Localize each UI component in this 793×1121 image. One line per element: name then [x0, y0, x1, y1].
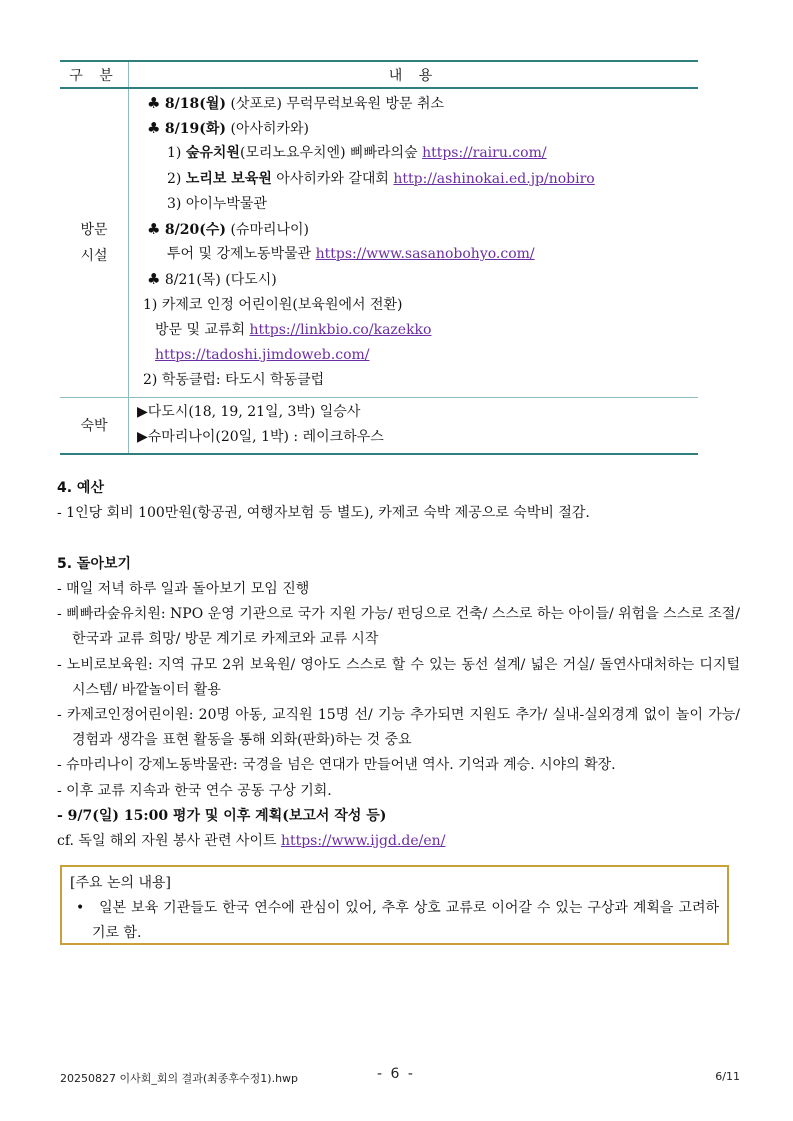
- sasanobohyo-link[interactable]: https://www.sasanobohyo.com/: [315, 246, 535, 263]
- schedule-table: [60, 60, 698, 455]
- visit-line-0820: [135, 217, 698, 242]
- visit-label-cell: [60, 88, 129, 398]
- review-item: - 매일 저녁 하루 일과 돌아보기 모임 진행: [57, 581, 310, 597]
- stay-line-tadoshi: ▶다도시(18, 19, 21일, 3박) 일승사: [137, 404, 361, 421]
- table-header-row: [60, 61, 698, 88]
- nobiro-name: 노리보 보육원: [185, 170, 272, 187]
- visit-label-line2: 시설: [80, 248, 108, 265]
- stay-content-cell: [129, 398, 699, 454]
- stay-label: 숙박: [60, 398, 129, 454]
- kazekko-link[interactable]: https://linkbio.co/kazekko: [249, 321, 432, 338]
- header-category: 구 분: [60, 61, 129, 88]
- budget-section: [57, 476, 740, 526]
- visit-line-tadoshi-link: [135, 343, 698, 368]
- discussion-box: [60, 865, 729, 945]
- club-icon: ♣: [147, 94, 161, 112]
- museum-tour-desc: 투어 및 강제노동박물관: [167, 246, 316, 263]
- club-icon: ♣: [147, 219, 161, 238]
- review-item: - 삐빠라숲유치원: NPO 운영 기관으로 국가 지원 가능/ 펀딩으로 건축/ 스스로 하는 아이들/ 위험을 스스로 조절/ 한국과 교류 희망/ 방문 계기로 카제코와 교류 시작: [57, 606, 740, 648]
- visit-0821-text: 8/21(목) (다도시): [160, 272, 277, 289]
- item-number: 2): [167, 170, 186, 187]
- table-row-stay: [60, 398, 698, 454]
- review-title: 5. 돌아보기: [57, 556, 132, 572]
- discussion-text: 일본 보육 기관들도 한국 연수에 관심이 있어, 추후 상호 교류로 이어갈 수 있는 구상과 계획을 고려하기로 함.: [92, 900, 719, 941]
- date-0818: 8/18(월): [164, 96, 227, 112]
- visit-line-0819: [135, 116, 698, 141]
- visit-line-kazekko-exchange: [135, 318, 698, 343]
- visit-line-nobiro: [135, 167, 698, 192]
- visit-line-0821: [135, 267, 698, 292]
- visit-0820-text: (슈마리나이): [226, 221, 310, 238]
- table-row-visit: [60, 88, 698, 398]
- footer-filename: 20250827 이사회_회의 결과(최종후수정1).hwp: [60, 1072, 299, 1085]
- discussion-bullet-item: [70, 896, 719, 946]
- review-item: - 카제코인정어린이원: 20명 아동, 교직원 15명 선/ 기능 추가되면 지원도 추가/ 실내-실외경계 없이 놀이 가능/ 경험과 생각을 표현 활동을 통해 외화(판화)하는 것 중요: [57, 707, 740, 749]
- visit-line-ainu-museum: 3) 아이누박물관: [167, 195, 267, 212]
- tadoshi-link[interactable]: https://tadoshi.jimdoweb.com/: [155, 346, 370, 363]
- cf-line: [57, 829, 740, 854]
- stay-line-shumarinai: ▶슈마리나이(20일, 1박) : 레이크하우스: [137, 429, 384, 446]
- ashinokai-link[interactable]: http://ashinokai.ed.jp/nobiro: [393, 170, 595, 187]
- cf-text: cf. 독일 해외 자원 봉사 관련 사이트: [57, 833, 281, 850]
- review-section: [57, 552, 740, 854]
- club-icon: ♣: [147, 270, 161, 289]
- budget-title: 4. 예산: [57, 480, 104, 496]
- forest-kindergarten-desc: (모리노요우치엔) 삐빠라의숲: [239, 145, 423, 162]
- review-item: - 이후 교류 지속과 한국 연수 공동 구상 기회.: [57, 782, 332, 799]
- ijgd-link[interactable]: https://www.ijgd.de/en/: [280, 833, 446, 850]
- date-0819: 8/19(화): [164, 121, 227, 138]
- visit-line-museum-tour: [135, 242, 698, 267]
- visit-line-0818: [135, 91, 698, 116]
- bullet-icon: •: [76, 900, 85, 916]
- nobiro-desc: 아사히카와 갈대회: [271, 170, 394, 187]
- club-icon: ♣: [147, 119, 161, 138]
- forest-kindergarten-name: 숲유치원: [185, 145, 240, 162]
- visit-line-forest-kindergarten: [135, 141, 698, 166]
- review-item-evaluation: - 9/7(일) 15:00 평가 및 이후 계획(보고서 작성 등): [57, 807, 387, 824]
- visit-label-line1: 방문: [80, 222, 108, 239]
- visit-0819-text: (아사히카와): [226, 121, 310, 138]
- visit-line-school-club: 2) 학동클럽: 타도시 학동클럽: [143, 372, 325, 389]
- header-content: 내 용: [129, 61, 699, 88]
- footer-page-count: 6/11: [715, 1070, 740, 1083]
- item-number: 1): [167, 145, 186, 162]
- review-item: - 슈마리나이 강제노동박물관: 국경을 넘은 연대가 만들어낸 역사. 기억과 계승. 시야의 확장.: [57, 757, 616, 774]
- page-footer: [60, 1068, 740, 1086]
- visit-0818-text: (삿포로) 무럭무럭보육원 방문 취소: [226, 96, 445, 112]
- rairu-link[interactable]: https://rairu.com/: [422, 145, 547, 162]
- review-item: - 노비로보육원: 지역 규모 2위 보육원/ 영아도 스스로 할 수 있는 동선 설계/ 넓은 거실/ 돌연사대처하는 디지털시스템/ 바깥놀이터 활용: [57, 656, 740, 698]
- visit-content-cell: [129, 88, 699, 398]
- visit-line-kazekko: 1) 카제코 인정 어린이원(보육원에서 전환): [143, 296, 403, 313]
- budget-item: - 1인당 회비 100만원(항공권, 여행자보험 등 별도), 카제코 숙박 제공으로 숙박비 절감.: [57, 505, 590, 521]
- kazekko-exchange-desc: 방문 및 교류회: [155, 321, 250, 338]
- discussion-label: [주요 논의 내용]: [70, 875, 171, 891]
- date-0820: 8/20(수): [164, 221, 227, 238]
- footer-page-number: - 6 -: [377, 1066, 415, 1082]
